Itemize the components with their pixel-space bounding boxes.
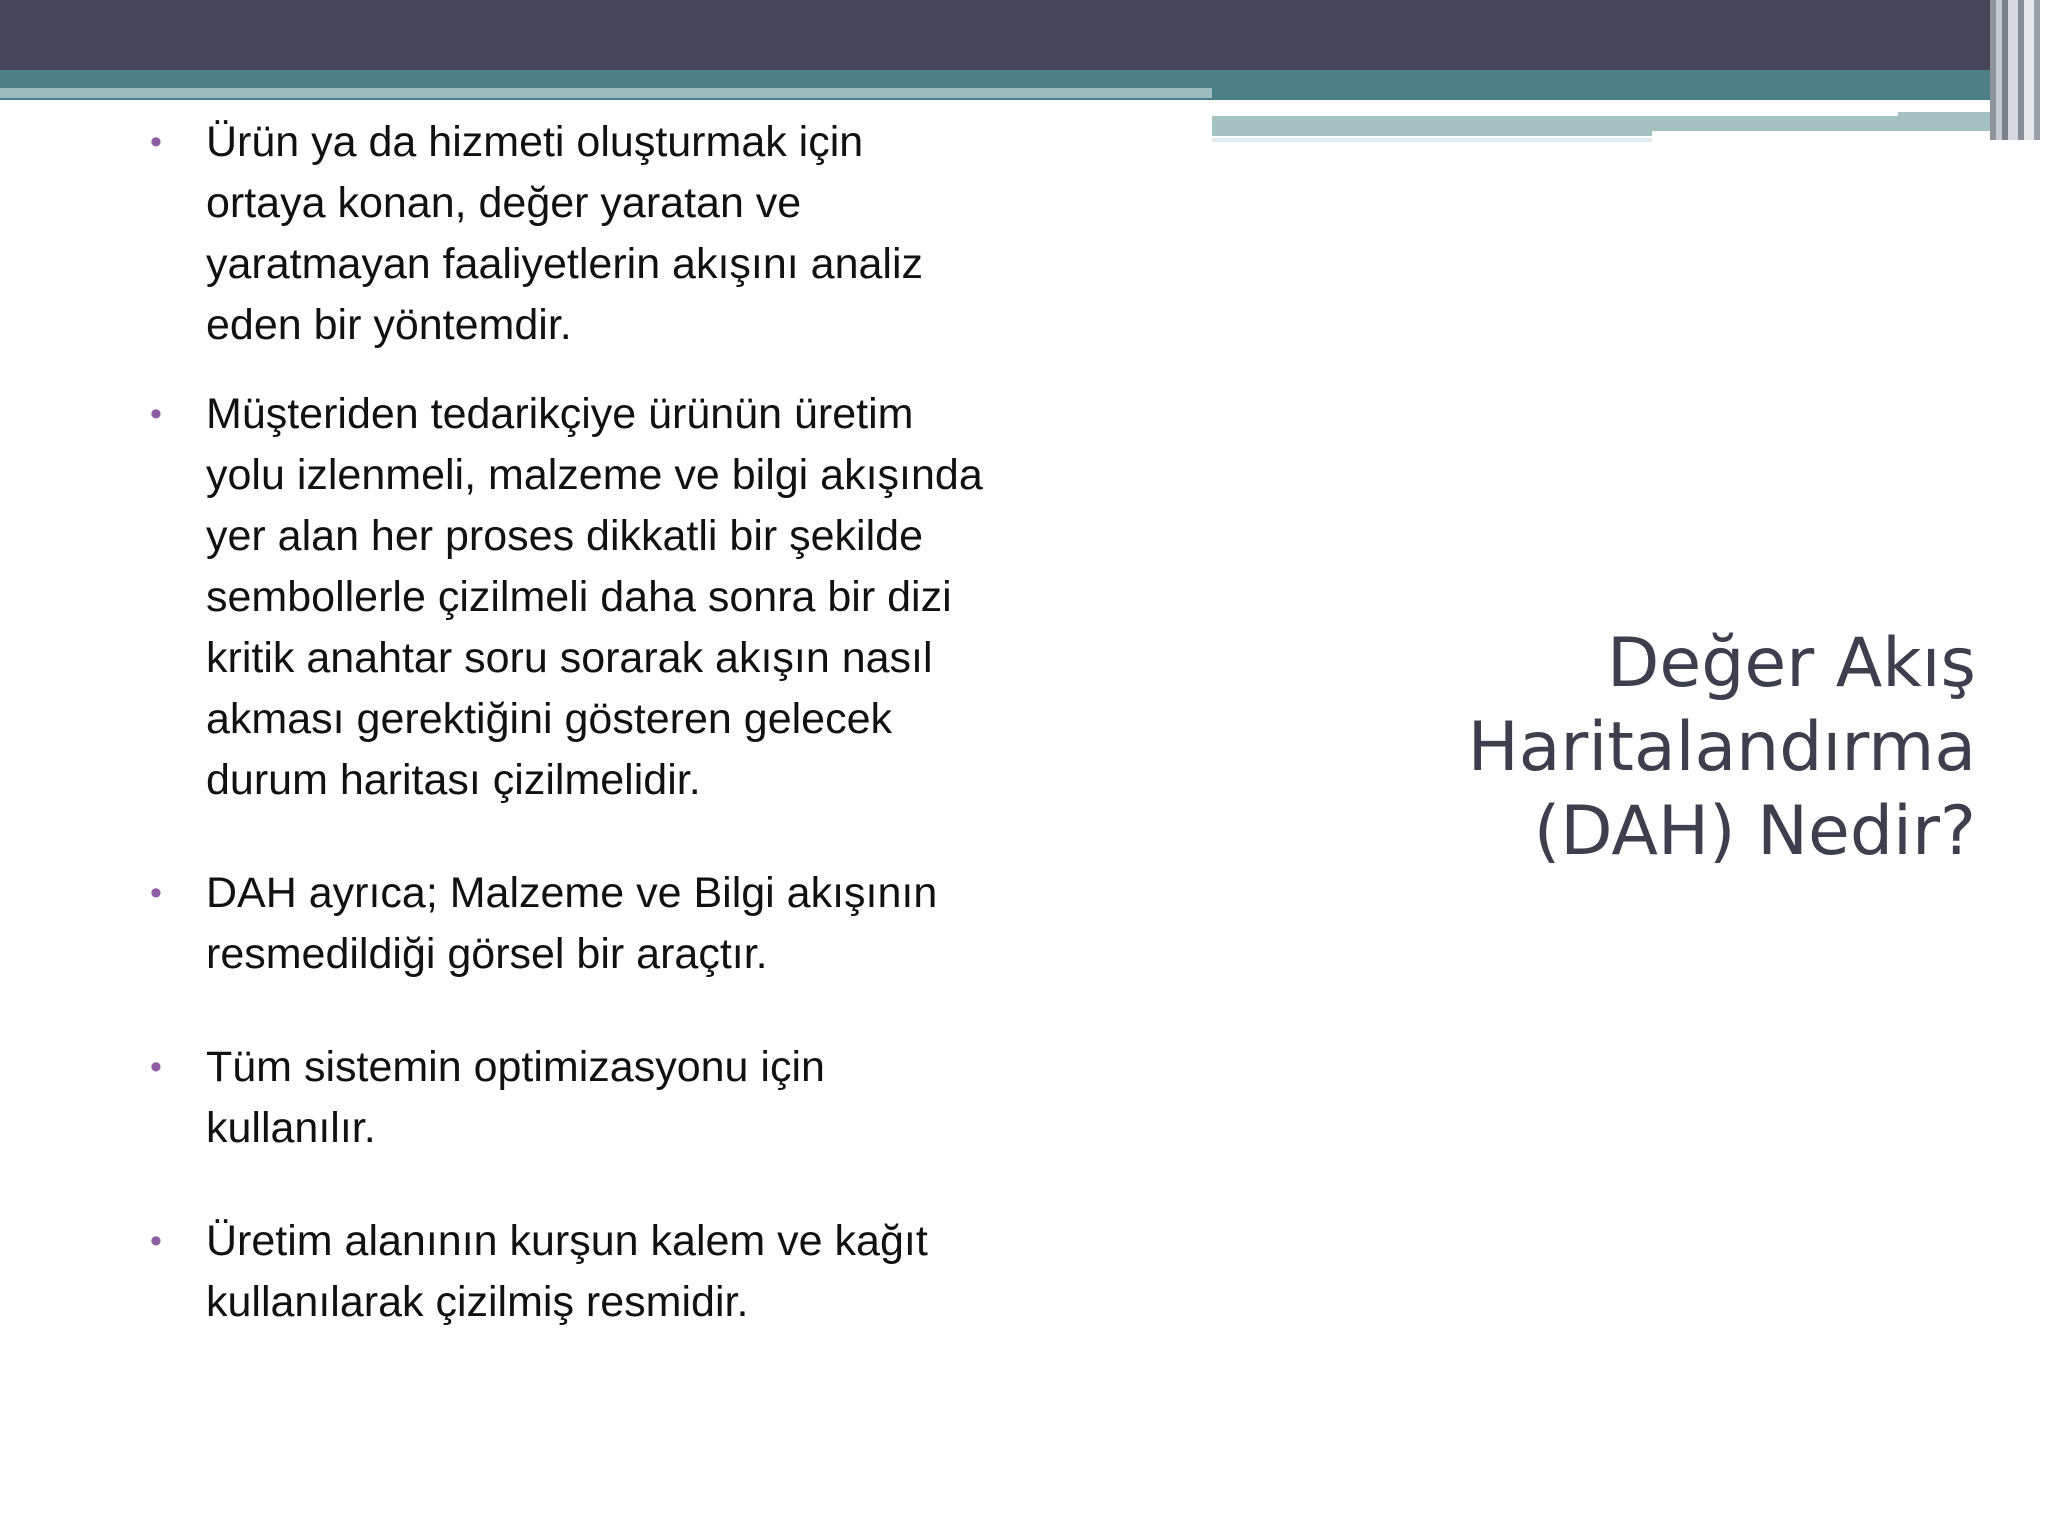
header-band-white-line [1212,110,1898,116]
slide-title-line: Değer Akış [1607,624,1976,703]
slide-title-line: (DAH) Nedir? [1533,792,1976,871]
bullet-line: eden bir yöntemdir. [206,301,572,349]
slide-content [140,112,1080,1333]
bullet-line: akması gerektiğini gösteren gelecek [206,695,892,743]
bullet-line: kullanılarak çizilmiş resmidir. [206,1278,749,1326]
bullet-line: ortaya konan, değer yaratan ve [206,179,802,227]
bullet-line: resmedildiği görsel bir araçtır. [206,930,768,978]
bullet-marker: • [150,123,162,161]
bullet-marker: • [150,874,162,912]
bullet-item-4 [140,1037,1080,1159]
bullet-line: yaratmayan faaliyetlerin akışını analiz [206,240,924,288]
bullet-marker: • [150,1222,162,1260]
bullet-line: DAH ayrıca; Malzeme ve Bilgi akışının [206,869,938,917]
edge-stripes-decoration [1990,0,2048,140]
bullet-line: yer alan her proses dikkatli bir şekilde [206,512,923,560]
header-band-dark [0,0,2048,70]
bullet-line: durum haritası çizilmelidir. [206,756,701,804]
bullet-line: Üretim alanının kurşun kalem ve kağıt [206,1217,928,1265]
bullet-line: yolu izlenmeli, malzeme ve bilgi akışında [206,451,983,499]
bullet-marker: • [150,1048,162,1086]
bullet-item-5 [140,1211,1080,1333]
bullet-line: Müşteriden tedarikçiye ürünün üretim [206,390,914,438]
bullet-item-3 [140,863,1080,985]
bullet-item-1 [140,112,1080,356]
slide-title-line: Haritalandırma [1467,708,1976,787]
bullet-marker: • [150,395,162,433]
bullet-line: kritik anahtar soru sorarak akışın nasıl [206,634,933,682]
bullet-line: sembollerle çizilmeli daha sonra bir dizi [206,573,952,621]
slide-title [1336,622,1976,874]
bullet-item-2 [140,384,1080,811]
bullet-line: Tüm sistemin optimizasyonu için [206,1043,825,1091]
header-band-faint [1212,138,1652,142]
header-band-light-left [0,88,1212,98]
bullet-list [140,112,1080,1333]
header-band-white-below [1652,131,2012,141]
bullet-line: Ürün ya da hizmeti oluşturmak için [206,118,864,166]
bullet-line: kullanılır. [206,1104,376,1152]
